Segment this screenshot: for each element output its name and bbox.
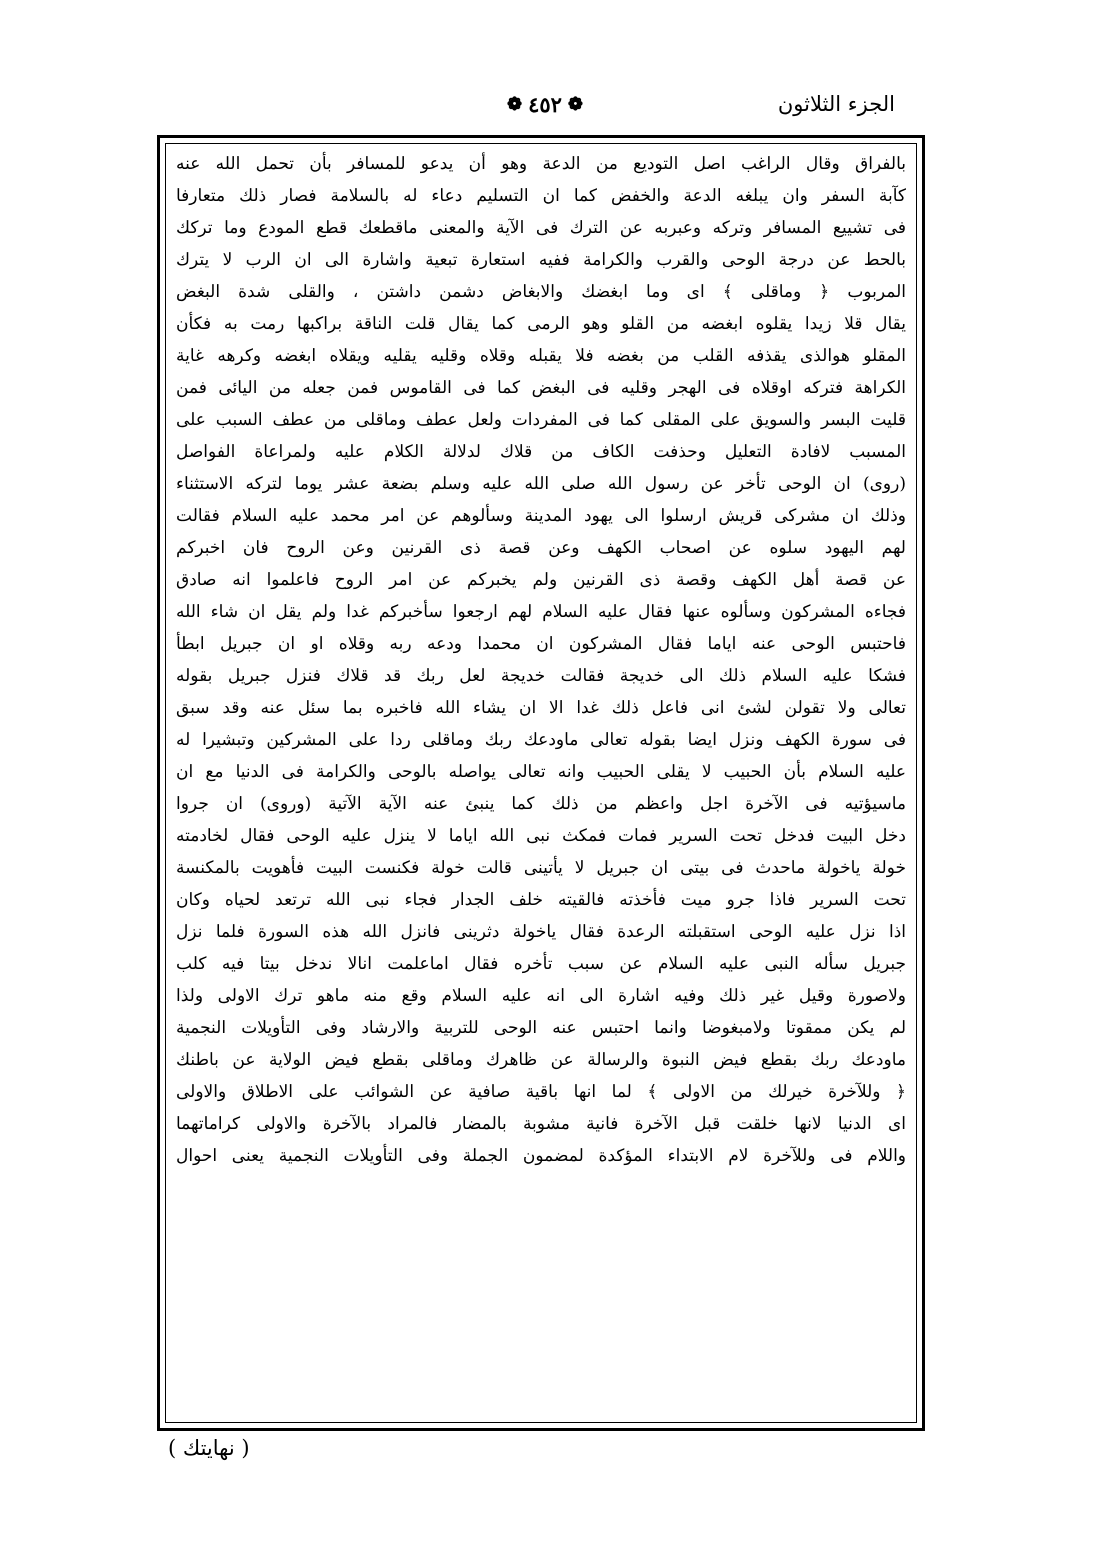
page-number: ٤٥٢ — [528, 92, 562, 117]
catchword: ( نهايتك ) — [168, 1436, 250, 1460]
text-line: الكراهة فتركه اوقلاه فى الهجر وقليه فى البغض كما فى القاموس فمن جعله من اليائى فمن — [176, 378, 906, 398]
running-title: الجزء الثلاثون — [777, 92, 895, 116]
text-line: المسبب لافادة التعليل وحذفت الكاف من قلاك لدلالة الكلام عليه ولمراعاة الفواصل — [176, 442, 906, 462]
text-line: المقلو هوالذى يقذفه القلب من بغضه فلا يقبله وقلاه وقليه يقليه ويقلاه ابغضه وكرهه غاية — [176, 346, 906, 366]
text-line: وذلك ان مشركى قريش ارسلوا الى يهود المدينة وسألوهم عن امر محمد عليه السلام فقالت — [176, 506, 906, 526]
page-number-header — [470, 92, 620, 117]
text-line: فى سورة الكهف ونزل ايضا بقوله تعالى ماودعك ربك وماقلى ردا على المشركين وتبشيرا له — [176, 730, 906, 750]
text-line: اى الدنيا لانها خلقت قبل الآخرة فانية مشوبة بالمضار فالمراد بالآخرة والاولى كراماتهما — [176, 1114, 906, 1134]
text-line: فجاءه المشركون وسألوه عنها فقال عليه السلام لهم ارجعوا سأخبركم غدا ولم يقل ان شاء الله — [176, 602, 906, 622]
text-line: لم يكن ممقوتا ولامبغوضا وانما احتبس عنه الوحى للتربية والارشاد وفى التأويلات النجمية — [176, 1018, 906, 1038]
text-line: دخل البيت فدخل تحت السرير فمات فمكث نبى الله اياما لا ينزل عليه الوحى فقال لخادمته — [176, 826, 906, 846]
text-line: ماسيؤتيه فى الآخرة اجل واعظم من ذلك كما ينبئ عنه الآية الآتية (وروى) ان جروا — [176, 794, 906, 814]
body-text-block — [176, 148, 906, 1172]
text-line: فشكا عليه السلام ذلك الى خديجة فقالت خديجة لعل ربك قد قلاك فنزل جبريل بقوله — [176, 666, 906, 686]
text-line: عليه السلام بأن الحبيب لا يقلى الحبيب وانه تعالى يواصله بالوحى والكرامة فى الدنيا مع ان — [176, 762, 906, 782]
text-line: تعالى ولا تقولن لشئ انى فاعل ذلك غدا الا ان يشاء الله فاخبره بما سئل عنه وقد سبق — [176, 698, 906, 718]
text-line: المربوب ﴿ وماقلى ﴾ اى وما ابغضك والابغاض دشمن داشتن ، والقلى شدة البغض — [176, 282, 906, 302]
text-line: بالحط عن درجة الوحى والقرب والكرامة ففيه استعارة تبعية واشارة الى ان الرب لا يترك — [176, 250, 906, 270]
text-line: ماودعك ربك بقطع فيض النبوة والرسالة عن ظاهرك وماقلى بقطع فيض الولاية عن باطنك — [176, 1050, 906, 1070]
text-line: (روى) ان الوحى تأخر عن رسول الله صلى الله عليه وسلم بضعة عشر يوما لتركه الاستثناء — [176, 474, 906, 494]
text-line: لهم اليهود سلوه عن اصحاب الكهف وعن قصة ذى القرنين وعن الروح فان اخبركم — [176, 538, 906, 558]
text-line: قليت البسر والسويق على المقلى كما فى المفردات ولعل عطف وماقلى من عطف السبب على — [176, 410, 906, 430]
text-line: فاحتبس الوحى عنه اياما فقال المشركون ان محمدا ودعه ربه وقلاه او ان جبريل ابطأ — [176, 634, 906, 654]
text-line: واللام فى وللآخرة لام الابتداء المؤكدة لمضمون الجملة وفى التأويلات النجمية يعنى احوال — [176, 1146, 906, 1166]
text-line: ولاصورة وقيل غير ذلك وفيه اشارة الى انه عليه السلام وقع منه ماهو ترك الاولى ولذا — [176, 986, 906, 1006]
text-line: كآبة السفر وان يبلغه الدعة والخفض كما ان التسليم دعاء له بالسلامة فصار ذلك متعارفا — [176, 186, 906, 206]
text-line: تحت السرير فاذا جرو ميت فأخذته فالقيته خلف الجدار فجاء نبى الله ترتعد لحياه وكان — [176, 890, 906, 910]
text-line: يقال قلا زيدا يقلوه ابغضه من القلو وهو الرمى كما يقال قلت الناقة براكبها رمت به فكأن — [176, 314, 906, 334]
ornament-left-icon: ❁ — [506, 94, 523, 115]
text-line: عن قصة أهل الكهف وقصة ذى القرنين ولم يخبركم عن امر الروح فاعلموا انه صادق — [176, 570, 906, 590]
text-line: بالفراق وقال الراغب اصل التوديع من الدعة وهو أن يدعو للمسافر بأن تحمل الله عنه — [176, 154, 906, 174]
text-line: اذا نزل عليه الوحى استقبلته الرعدة فقال ياخولة دثرينى فانزل الله هذه السورة فلما نزل — [176, 922, 906, 942]
text-line: ﴿ وللآخرة خيرلك من الاولى ﴾ لما انها باقية صافية عن الشوائب على الاطلاق والاولى — [176, 1082, 906, 1102]
ornament-right-icon: ❁ — [567, 94, 584, 115]
text-line: جبريل سأله النبى عليه السلام عن سبب تأخره فقال اماعلمت انالا ندخل بيتا فيه كلب — [176, 954, 906, 974]
text-line: خولة ياخولة ماحدث فى بيتى ان جبريل لا يأتينى قالت خولة فكنست البيت فأهويت بالمكنسة — [176, 858, 906, 878]
text-line: فى تشييع المسافر وتركه وعبربه عن الترك فى الآية والمعنى ماقطعك قطع المودع وما تركك — [176, 218, 906, 238]
